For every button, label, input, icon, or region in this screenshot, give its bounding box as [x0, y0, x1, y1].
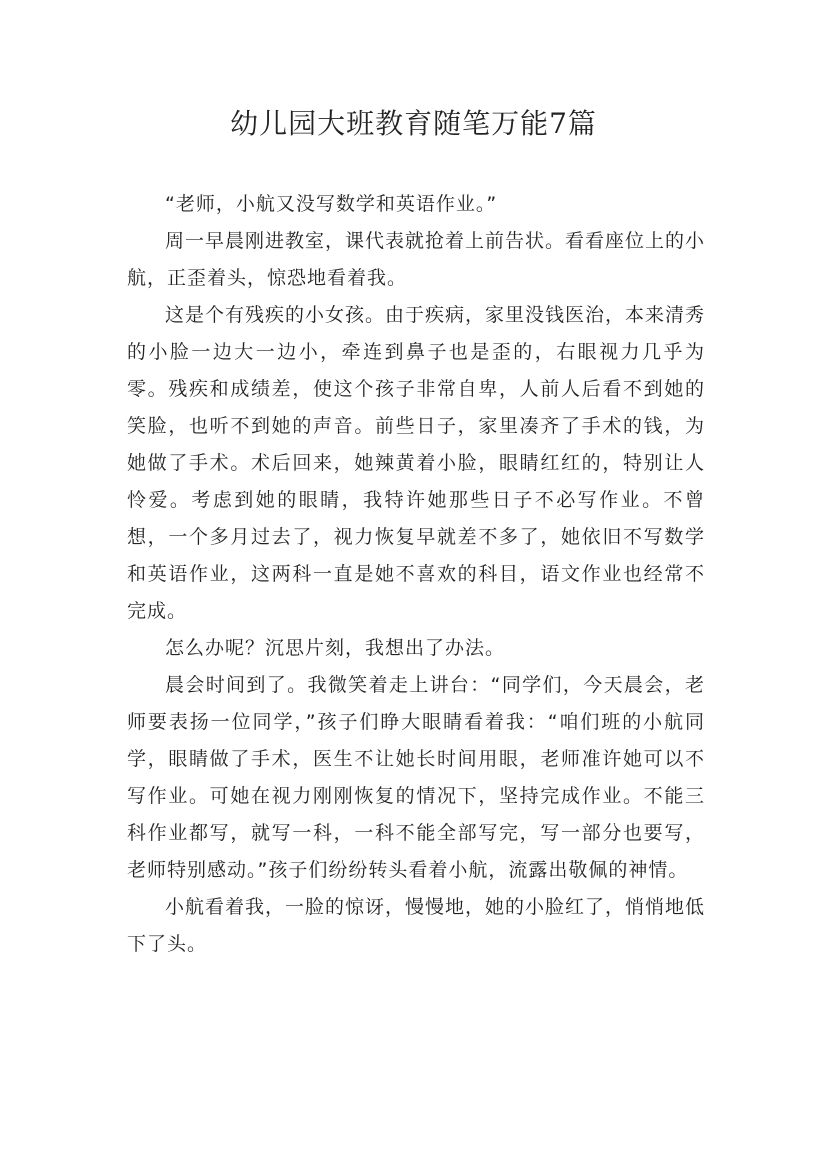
paragraph: “老师，小航又没写数学和英语作业。”	[165, 193, 498, 215]
document-body	[127, 186, 705, 963]
paragraph: 晨会时间到了。我微笑着走上讲台：“同学们，今天晨会，老师要表扬一位同学，”孩子们睁大眼睛看着我：“咱们班的小航同学，眼睛做了手术，医生不让她长时间用眼，老师准许她可以不写作业。可她在视力刚刚恢复的情况下，坚持完成作业。不能三科作业都写，就写一科，一科不能全部写完，写一部分也要写，老师特别感动。”孩子们纷纷转头看着小航，流露出敬佩的神情。	[127, 674, 705, 881]
paragraph: 周一早晨刚进教室，课代表就抢着上前告状。看看座位上的小航，正歪着头，惊恐地看着我。	[127, 230, 706, 289]
paragraph: 这是个有残疾的小女孩。由于疾病，家里没钱医治，本来清秀的小脸一边大一边小，牵连到鼻子也是歪的，右眼视力几乎为零。残疾和成绩差，使这个孩子非常自卑，人前人后看不到她的笑脸，也听不到她的声音。前些日子，家里凑齐了手术的钱，为她做了手术。术后回来，她辣黄着小脸，眼睛红红的，特别让人怜爱。考虑到她的眼睛，我特许她那些日子不必写作业。不曾想，一个多月过去了，视力恢复早就差不多了，她依旧不写数学和英语作业，这两科一直是她不喜欢的科目，语文作业也经常不完成。	[127, 304, 706, 622]
paragraph: 怎么办呢？沉思片刻，我想出了办法。	[165, 637, 506, 659]
document-title: 幼儿园大班教育随笔万能7篇	[230, 107, 597, 140]
paragraph: 小航看着我，一脸的惊讶，慢慢地，她的小脸红了，悄悄地低下了头。	[127, 896, 706, 955]
